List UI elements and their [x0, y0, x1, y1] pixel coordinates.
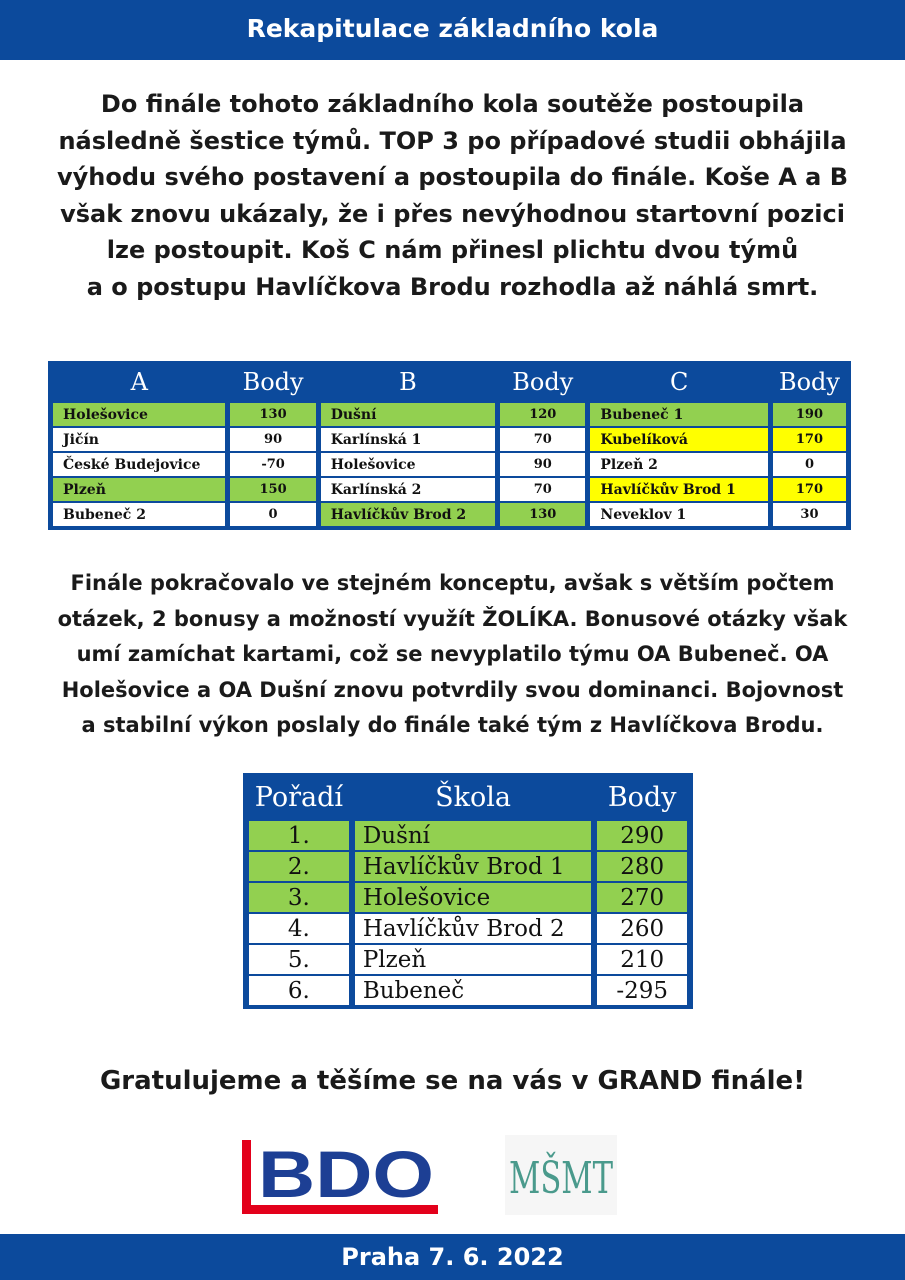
points-cell: 130: [230, 403, 315, 426]
team-cell: Havlíčkův Brod 1: [590, 478, 768, 501]
results-table: [243, 773, 693, 1009]
table-row: [53, 428, 846, 451]
final-line: a stabilní výkon poslaly do finále také tým z Havlíčkova Brodu.: [81, 713, 824, 737]
final-line: Finále pokračovalo ve stejném konceptu, avšak s větším počtem: [70, 571, 835, 595]
intro-line: následně šestice týmů. TOP 3 po případové studii obhájila: [58, 126, 847, 155]
points-cell: 210: [597, 945, 687, 974]
team-cell: Bubeneč 2: [53, 503, 225, 526]
rank-cell: 2.: [249, 852, 349, 881]
points-cell: -70: [230, 453, 315, 476]
table-row: [249, 945, 687, 974]
footer-date: Praha 7. 6. 2022: [341, 1243, 564, 1271]
school-cell: Holešovice: [355, 883, 591, 912]
table-row: [53, 503, 846, 526]
header-banner: [0, 0, 905, 60]
points-cell: 170: [773, 428, 846, 451]
intro-paragraph: [20, 86, 885, 305]
header-b: B: [399, 368, 417, 396]
points-cell: 0: [773, 453, 846, 476]
points-cell: -295: [597, 976, 687, 1005]
intro-line: lze postoupit. Koš C nám přinesl plichtu dvou týmů: [106, 236, 799, 264]
points-cell: 0: [230, 503, 315, 526]
closing-message: Gratulujeme a těšíme se na vás v GRAND finále!: [99, 1066, 806, 1096]
team-cell: Karlínská 1: [321, 428, 495, 451]
points-cell: 190: [773, 403, 846, 426]
points-cell: 280: [597, 852, 687, 881]
table-row: [249, 914, 687, 943]
rank-cell: 3.: [249, 883, 349, 912]
points-cell: 170: [773, 478, 846, 501]
school-cell: Havlíčkův Brod 2: [355, 914, 591, 943]
rank-cell: 4.: [249, 914, 349, 943]
points-cell: 270: [597, 883, 687, 912]
intro-line: a o postupu Havlíčkova Brodu rozhodla až náhlá smrt.: [86, 272, 819, 301]
footer-banner: [0, 1234, 905, 1280]
points-cell: 260: [597, 914, 687, 943]
team-cell: Plzeň: [53, 478, 225, 501]
header-school: Škola: [435, 781, 511, 813]
team-cell: Holešovice: [321, 453, 495, 476]
intro-line: však znovu ukázaly, že i přes nevýhodnou startovní pozici: [60, 199, 845, 228]
points-cell: 130: [500, 503, 585, 526]
final-line: otázek, 2 bonusy a možností využít ŽOLÍKA. Bonusové otázky však: [57, 606, 848, 631]
points-cell: 90: [500, 453, 585, 476]
final-paragraph: [20, 566, 885, 744]
header-rank: Pořadí: [254, 781, 344, 813]
table-row: [249, 852, 687, 881]
table-row: [53, 478, 846, 501]
page-title: Rekapitulace základního kola: [246, 14, 659, 43]
bdo-logo: [242, 1138, 438, 1216]
table-row: [249, 821, 687, 850]
final-line: Holešovice a OA Dušní znovu potvrdily svou dominanci. Bojovnost: [61, 677, 844, 702]
intro-line: Do finále tohoto základního kola soutěže postoupila: [100, 90, 805, 118]
points-cell: 150: [230, 478, 315, 501]
school-cell: Dušní: [355, 821, 591, 850]
results-header-row: [249, 775, 687, 819]
points-cell: 120: [500, 403, 585, 426]
msmt-logo: [505, 1135, 659, 1215]
team-cell: Havlíčkův Brod 2: [321, 503, 495, 526]
points-cell: 30: [773, 503, 846, 526]
table-row: [249, 883, 687, 912]
points-cell: 70: [500, 428, 585, 451]
header-body: Body: [242, 368, 304, 396]
school-cell: Plzeň: [355, 945, 591, 974]
bdo-logo-text: BDO: [258, 1137, 434, 1211]
rank-cell: 6.: [249, 976, 349, 1005]
team-cell: Holešovice: [53, 403, 225, 426]
groups-table: [48, 361, 851, 530]
header-a: A: [130, 368, 148, 396]
school-cell: Havlíčkův Brod 1: [355, 852, 591, 881]
msmt-logo-text: MŠMT: [509, 1153, 659, 1204]
table-row: [53, 403, 846, 426]
groups-header-row: [53, 363, 846, 401]
points-cell: 90: [230, 428, 315, 451]
team-cell: Plzeň 2: [590, 453, 768, 476]
team-cell: Karlínská 2: [321, 478, 495, 501]
school-cell: Bubeneč: [355, 976, 591, 1005]
team-cell: České Budejovice: [53, 453, 225, 476]
team-cell: Neveklov 1: [590, 503, 768, 526]
header-body: Body: [512, 368, 574, 396]
header-points: Body: [607, 781, 677, 813]
rank-cell: 5.: [249, 945, 349, 974]
table-row: [249, 976, 687, 1005]
team-cell: Jičín: [53, 428, 225, 451]
points-cell: 70: [500, 478, 585, 501]
final-line: umí zamíchat kartami, což se nevyplatilo týmu OA Bubeneč. OA: [76, 642, 829, 666]
rank-cell: 1.: [249, 821, 349, 850]
header-body: Body: [778, 368, 840, 396]
points-cell: 290: [597, 821, 687, 850]
team-cell: Bubeneč 1: [590, 403, 768, 426]
team-cell: Dušní: [321, 403, 495, 426]
table-row: [53, 453, 846, 476]
intro-line: výhodu svého postavení a postoupila do finále. Koše A a B: [57, 163, 848, 191]
header-c: C: [669, 368, 689, 396]
team-cell: Kubelíková: [590, 428, 768, 451]
